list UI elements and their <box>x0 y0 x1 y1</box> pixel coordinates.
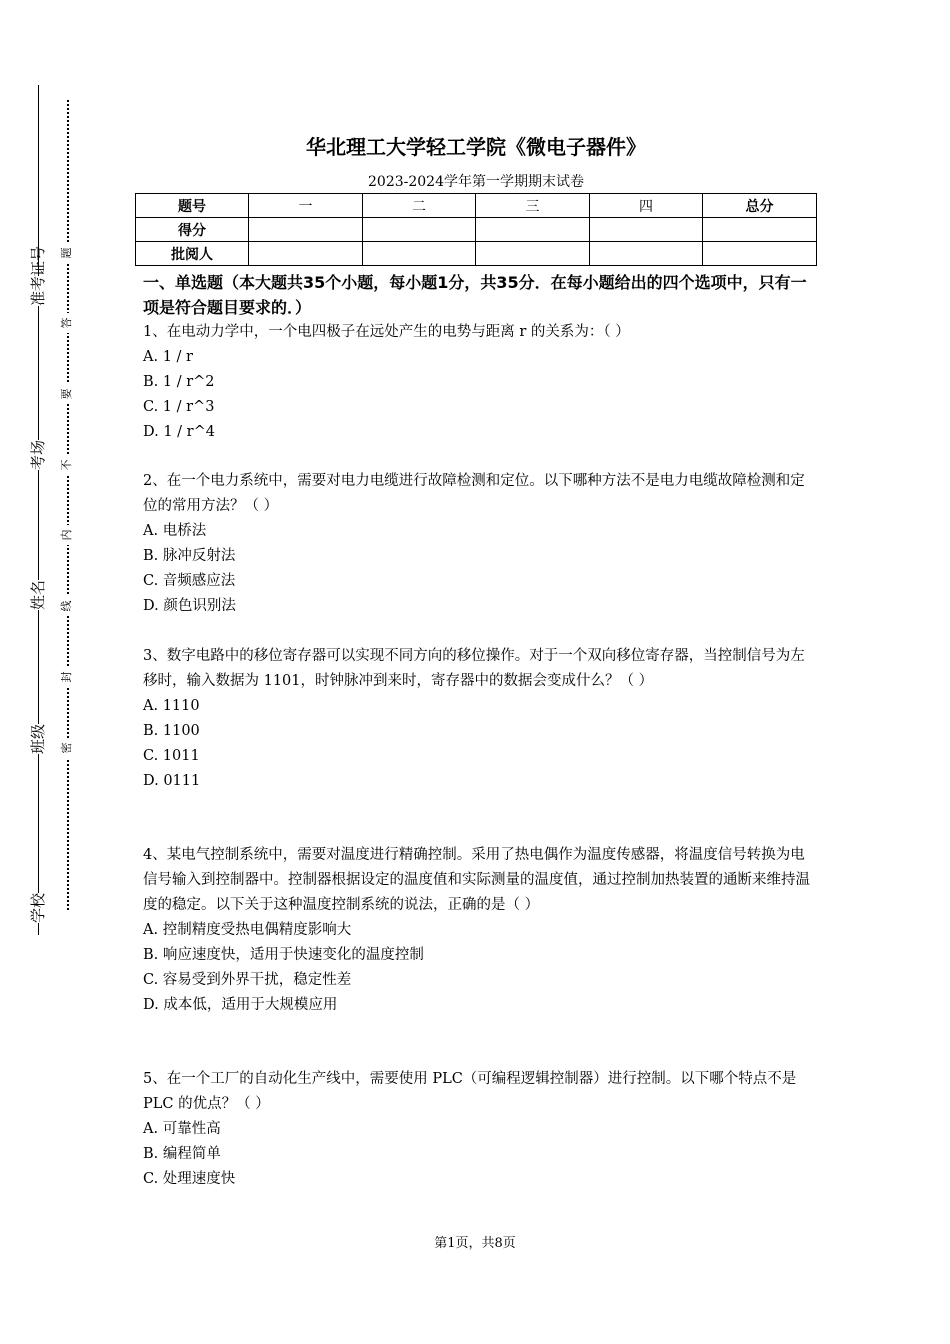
seal-char: 答 <box>57 313 77 333</box>
table-header-cell: 四 <box>590 194 703 218</box>
reviewer-cell <box>249 242 363 266</box>
option-d: D. 颜色识别法 <box>143 598 236 614</box>
question-stem: 1、在电动力学中，一个电四极子在远处产生的电势与距离 r 的关系为：（ ） <box>143 324 630 340</box>
field-class-label: 班级 <box>23 724 53 754</box>
seal-char: 题 <box>57 243 77 263</box>
table-header-cell: 三 <box>476 194 590 218</box>
option-b: B. 1100 <box>143 723 200 739</box>
table-row-label: 批阅人 <box>136 242 249 266</box>
question-stem: 2、在一个电力系统中，需要对电力电缆进行故障检测和定位。以下哪种方法不是电力电缆故障检测和定位的常用方法？（ ） <box>143 473 805 514</box>
page-title: 华北理工大学轻工学院《微电子器件》 <box>306 135 646 159</box>
score-cell <box>363 218 476 242</box>
option-b: B. 脉冲反射法 <box>143 548 236 564</box>
option-d: D. 成本低，适用于大规模应用 <box>143 997 338 1013</box>
option-d: D. 0111 <box>143 773 201 789</box>
reviewer-cell <box>363 242 476 266</box>
field-exam-number-label: 准考证号 <box>23 276 53 306</box>
option-d: D. 1 / r^4 <box>143 424 215 440</box>
score-cell <box>476 218 590 242</box>
question-2 <box>143 469 819 619</box>
option-c: C. 1011 <box>143 748 200 764</box>
table-row-label: 得分 <box>136 218 249 242</box>
field-school-label: 学校 <box>23 893 53 923</box>
binding-solid-line <box>38 85 39 935</box>
binding-dotted-line <box>67 100 69 910</box>
table-header-cell: 二 <box>363 194 476 218</box>
seal-char: 内 <box>57 525 77 545</box>
reviewer-cell <box>590 242 703 266</box>
option-c: C. 音频感应法 <box>143 573 236 589</box>
score-cell <box>590 218 703 242</box>
option-b: B. 响应速度快，适用于快速变化的温度控制 <box>143 947 424 963</box>
option-a: A. 控制精度受热电偶精度影响大 <box>143 922 352 938</box>
question-stem: 3、数字电路中的移位寄存器可以实现不同方向的移位操作。对于一个双向移位寄存器，当控制信号为左移时，输入数据为 1101，时钟脉冲到来时，寄存器中的数据会变成什么？（ ） <box>143 648 805 689</box>
seal-char: 不 <box>57 455 77 475</box>
option-a: A. 1110 <box>143 698 200 714</box>
reviewer-cell <box>703 242 817 266</box>
table-row <box>136 194 817 218</box>
option-c: C. 容易受到外界干扰，稳定性差 <box>143 972 352 988</box>
question-1 <box>143 320 819 445</box>
table-row <box>136 242 817 266</box>
field-name-label: 姓名 <box>23 580 53 610</box>
option-a: A. 1 / r <box>143 349 193 365</box>
table-row <box>136 218 817 242</box>
table-header-cell: 题号 <box>136 194 249 218</box>
score-table <box>135 193 817 266</box>
reviewer-cell <box>476 242 590 266</box>
question-3 <box>143 644 819 794</box>
table-header-cell: 一 <box>249 194 363 218</box>
page-footer: 第1页，共8页 <box>434 1236 516 1251</box>
section-title: 一、单选题（本大题共35个小题，每小题1分，共35分．在每小题给出的四个选项中，只有一项是符合题目要求的．） <box>143 273 807 317</box>
score-cell <box>249 218 363 242</box>
table-header-cell: 总分 <box>703 194 817 218</box>
score-cell <box>703 218 817 242</box>
question-stem: 5、在一个工厂的自动化生产线中，需要使用 PLC（可编程逻辑控制器）进行控制。以下哪个特点不是 PLC 的优点？（ ） <box>143 1071 797 1112</box>
question-stem: 4、某电气控制系统中，需要对温度进行精确控制。采用了热电偶作为温度传感器，将温度信号转换为电信号输入到控制器中。控制器根据设定的温度值和实际测量的温度值，通过控制加热装置的通断来维持温度的稳定。以下关于这种温度控制系统的说法，正确的是（ ） <box>143 847 810 913</box>
field-exam-room-label: 考场 <box>23 440 53 470</box>
question-4 <box>143 843 819 1018</box>
seal-char: 密 <box>57 738 77 758</box>
option-c: C. 1 / r^3 <box>143 399 215 415</box>
seal-char: 线 <box>57 596 77 616</box>
option-a: A. 电桥法 <box>143 523 207 539</box>
seal-char: 封 <box>57 667 77 687</box>
page-subtitle: 2023-2024学年第一学期期末试卷 <box>368 174 584 190</box>
question-5 <box>143 1067 819 1192</box>
option-b: B. 1 / r^2 <box>143 374 215 390</box>
binding-margin <box>0 0 110 1344</box>
seal-char: 要 <box>57 384 77 404</box>
option-b: B. 编程简单 <box>143 1146 221 1162</box>
option-a: A. 可靠性高 <box>143 1121 221 1137</box>
option-c: C. 处理速度快 <box>143 1171 236 1187</box>
